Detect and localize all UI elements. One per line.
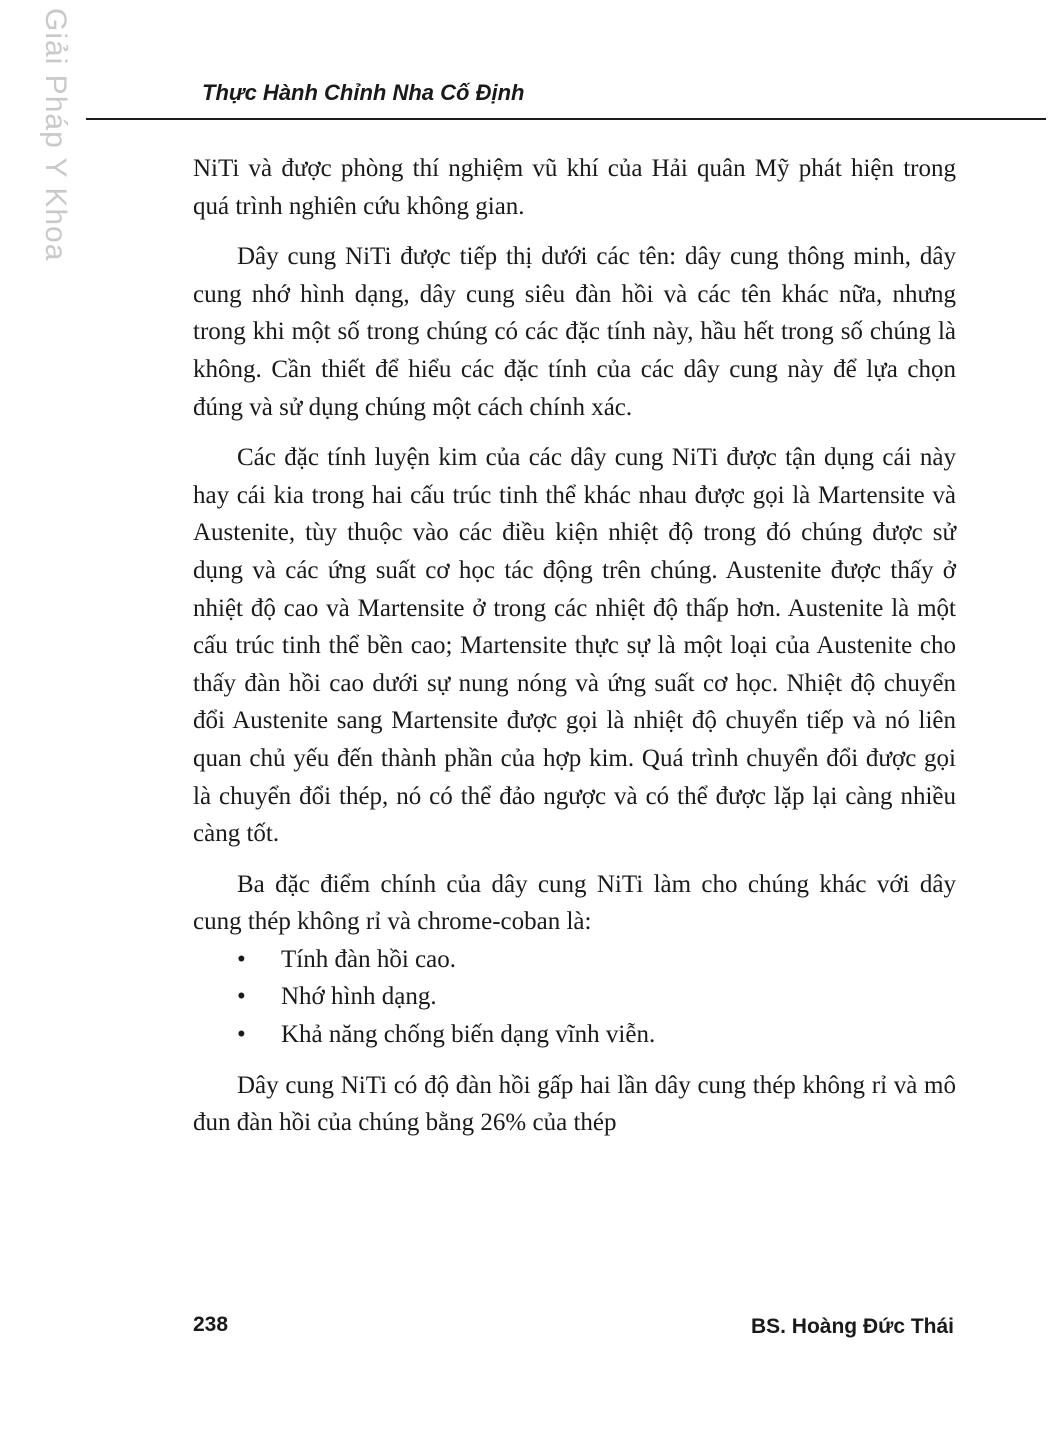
bullet-icon: • <box>237 1021 246 1049</box>
list-item <box>193 978 956 1016</box>
paragraph-three-features: Ba đặc điểm chính của dây cung NiTi làm cho chúng khác với dây cung thép không rỉ và chrome-coban là: <box>193 870 956 936</box>
list-item-text: Tính đàn hồi cao. <box>281 945 456 973</box>
feature-list <box>193 941 956 1054</box>
running-header-title: Thực Hành Chỉnh Nha Cố Định <box>202 80 525 105</box>
list-item-text: Nhớ hình dạng. <box>281 983 437 1011</box>
list-item-text: Khả năng chống biến dạng vĩnh viễn. <box>281 1021 656 1049</box>
paragraph-continuation: NiTi và được phòng thí nghiệm vũ khí của Hải quân Mỹ phát hiện trong quá trình nghiên cứu không gian. <box>193 155 956 220</box>
paragraph-metallurgy: Các đặc tính luyện kim của các dây cung NiTi được tận dụng cái này hay cái kia trong hai cấu trúc tinh thể khác nhau được gọi là Martensite và Austenite, tùy thuộc vào các điều kiện nhiệt độ trong đó chúng được sử dụng và các ứng suất cơ học tác động trên chúng. Austenite được thấy ở nhiệt độ cao và Martensite ở trong các nhiệt độ thấp hơn. Austenite là một cấu trúc tinh thể bền cao; Martensite thực sự là một loại của Austenite cho thấy đàn hồi cao dưới sự nung nóng và ứng suất cơ học. Nhiệt độ chuyển đổi Austenite sang Martensite được gọi là nhiệt độ chuyển tiếp và nó liên quan chủ yếu đến thành phần của hợp kim. Quá trình chuyển đổi được gọi là chuyển đổi thép, nó có thể đảo ngược và có thể được lặp lại càng nhiều càng tốt. <box>193 444 956 848</box>
bullet-icon: • <box>237 945 246 973</box>
watermark-text: Giải Pháp Y Khoa <box>39 8 72 262</box>
list-item <box>193 1016 956 1054</box>
header-divider <box>86 118 1046 120</box>
footer-author: BS. Hoàng Đức Thái <box>750 1315 954 1338</box>
paragraph-niti-marketing: Dây cung NiTi được tiếp thị dưới các tên: dây cung thông minh, dây cung nhớ hình dạng, dây cung siêu đàn hồi và các tên khác nữa, nhưng trong khi một số trong chúng có các đặc tính này, hầu hết trong số chúng là không. Cần thiết để hiểu các đặc tính của các dây cung này để lựa chọn đúng và sử dụng chúng một cách chính xác. <box>193 243 956 421</box>
page-body <box>193 150 956 1155</box>
bullet-icon: • <box>237 983 246 1011</box>
list-item <box>193 941 956 979</box>
paragraph-elasticity: Dây cung NiTi có độ đàn hồi gấp hai lần dây cung thép không rỉ và mô đun đàn hồi của chúng bằng 26% của thép <box>193 1071 956 1137</box>
page-number: 238 <box>193 1313 229 1336</box>
